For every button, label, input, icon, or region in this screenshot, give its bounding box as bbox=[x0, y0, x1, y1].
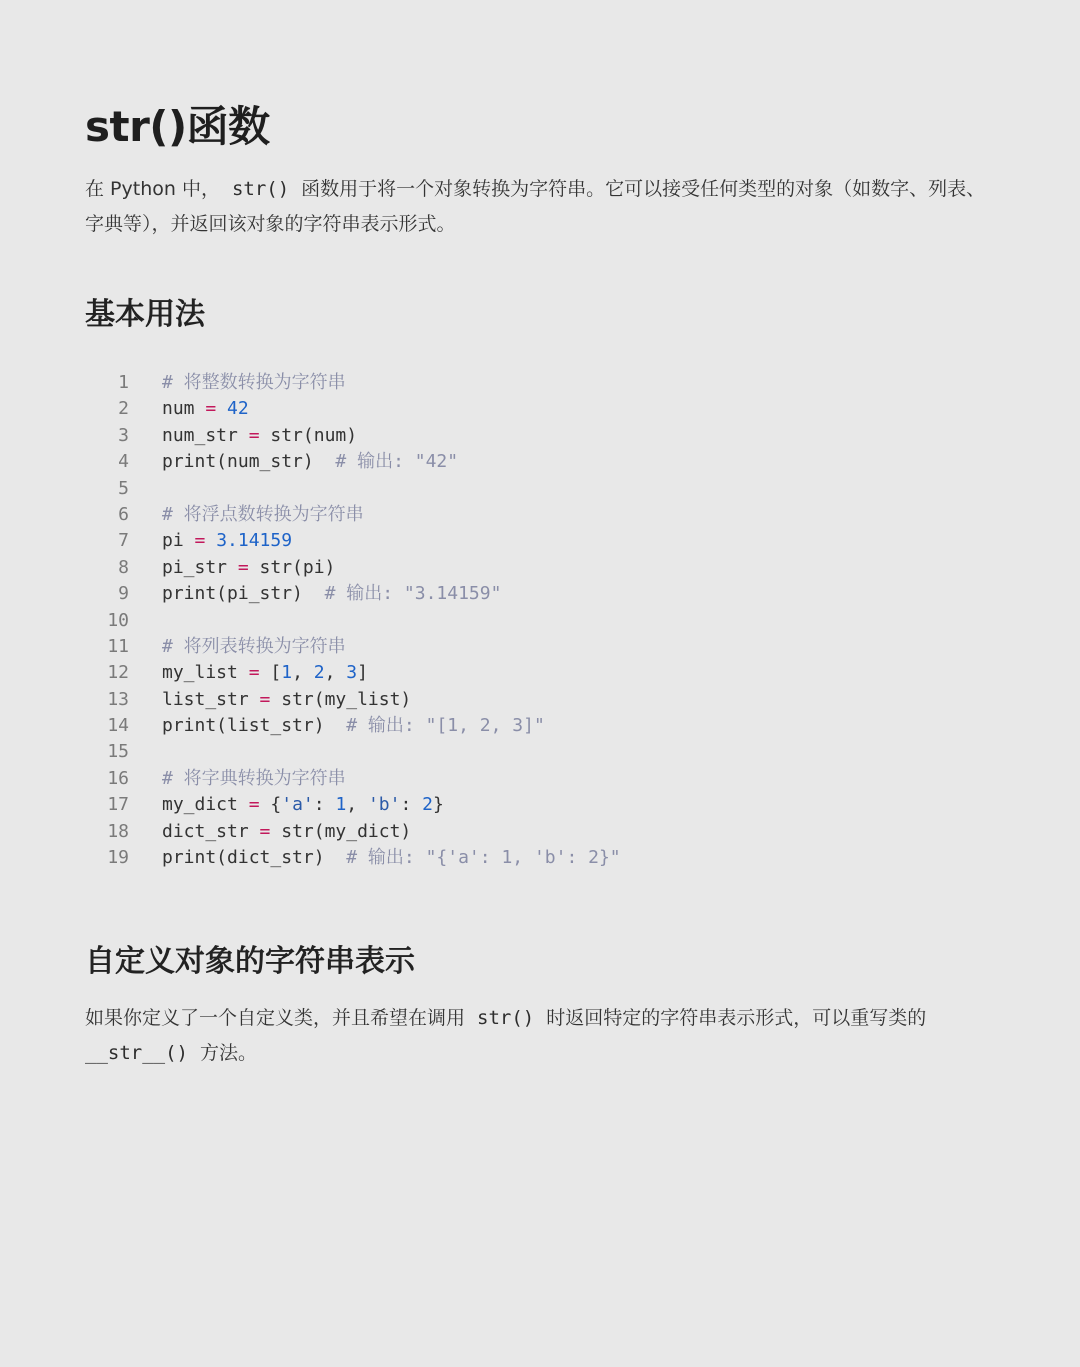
code-line bbox=[85, 502, 995, 528]
code-line bbox=[85, 660, 995, 686]
code-token: str(num) bbox=[259, 424, 358, 446]
code-block bbox=[85, 370, 995, 871]
inline-code-dunder-str: __str__() bbox=[85, 1042, 188, 1064]
code-line bbox=[85, 819, 995, 845]
code-token: # 输出: "{'a': 1, 'b': 2}" bbox=[346, 847, 621, 869]
code-token: # 输出: "[1, 2, 3]" bbox=[346, 715, 545, 737]
code-token: # 将列表转换为字符串 bbox=[162, 635, 346, 657]
code-token: : bbox=[313, 794, 336, 816]
code-source bbox=[162, 502, 364, 528]
code-token: # 将整数转换为字符串 bbox=[162, 372, 346, 393]
code-token: list_str bbox=[162, 688, 260, 710]
code-token: 1 bbox=[281, 662, 293, 684]
code-token: 1 bbox=[335, 794, 347, 816]
code-token: my_list bbox=[162, 662, 249, 684]
line-number: 19 bbox=[107, 847, 129, 869]
code-token: = bbox=[248, 424, 260, 446]
line-number: 4 bbox=[118, 451, 129, 473]
code-token: 42 bbox=[227, 398, 249, 420]
code-token: { bbox=[259, 794, 282, 816]
custom-text-after: 方法。 bbox=[199, 1042, 257, 1064]
line-number: 7 bbox=[118, 530, 129, 552]
code-token: ] bbox=[357, 662, 368, 684]
code-token: = bbox=[194, 530, 206, 552]
code-token: 'a' bbox=[281, 794, 314, 816]
line-number: 2 bbox=[118, 398, 129, 420]
line-number: 12 bbox=[107, 662, 129, 684]
code-line bbox=[85, 687, 995, 713]
code-source bbox=[162, 449, 458, 475]
custom-text-before: 如果你定义了一个自定义类，并且希望在调用 bbox=[85, 1007, 466, 1029]
line-number: 1 bbox=[118, 372, 129, 393]
code-token: # 将字典转换为字符串 bbox=[162, 767, 346, 789]
code-token: # 将浮点数转换为字符串 bbox=[162, 503, 364, 525]
code-line bbox=[85, 739, 995, 765]
code-line bbox=[85, 766, 995, 792]
code-token: = bbox=[205, 398, 217, 420]
code-source bbox=[162, 660, 368, 686]
code-token: = bbox=[237, 556, 249, 578]
code-line bbox=[85, 713, 995, 739]
line-number: 14 bbox=[107, 715, 129, 737]
code-line bbox=[85, 396, 995, 422]
code-line bbox=[85, 581, 995, 607]
page-title: str()函数 bbox=[85, 102, 270, 151]
code-source bbox=[162, 423, 357, 449]
code-line bbox=[85, 792, 995, 818]
code-line bbox=[85, 845, 995, 871]
code-token: print(num_str) bbox=[162, 451, 336, 473]
intro-text-before: 在 Python 中， bbox=[85, 178, 220, 200]
code-token: str(my_list) bbox=[270, 688, 412, 710]
code-line bbox=[85, 370, 995, 396]
line-number: 3 bbox=[118, 424, 129, 446]
intro-text-after: 函数用于将一个对象转换为字符串。它可以接受任何类型的对象（如数字、列表、字典等），并返回该对象的字符串表示形式。 bbox=[85, 178, 986, 235]
line-number: 5 bbox=[118, 477, 129, 499]
code-token bbox=[205, 530, 216, 551]
section-heading-basic-usage: 基本用法 bbox=[85, 297, 205, 332]
intro-paragraph bbox=[85, 172, 990, 242]
line-number: 13 bbox=[107, 688, 129, 710]
code-token: # 输出: "3.14159" bbox=[324, 583, 502, 605]
code-token: print(list_str) bbox=[162, 715, 347, 737]
code-source bbox=[162, 845, 621, 871]
code-token: 'b' bbox=[367, 794, 401, 816]
code-token bbox=[216, 398, 227, 419]
code-line bbox=[85, 449, 995, 475]
line-number: 9 bbox=[118, 583, 129, 605]
code-token: dict_str bbox=[162, 820, 260, 842]
code-line bbox=[85, 634, 995, 660]
custom-paragraph bbox=[85, 1001, 990, 1071]
line-number: 17 bbox=[107, 794, 129, 816]
code-source bbox=[162, 396, 249, 422]
code-source bbox=[162, 713, 545, 739]
code-source bbox=[162, 555, 335, 581]
line-number: 18 bbox=[107, 820, 129, 842]
code-token: my_dict bbox=[162, 794, 249, 816]
code-line bbox=[85, 423, 995, 449]
section-heading-custom-repr: 自定义对象的字符串表示 bbox=[85, 944, 415, 979]
code-token: , bbox=[292, 662, 314, 684]
code-source bbox=[162, 687, 411, 713]
code-token: [ bbox=[259, 662, 282, 684]
code-line bbox=[85, 608, 995, 634]
custom-text-middle: 时返回特定的字符串表示形式，可以重写类的 bbox=[546, 1007, 927, 1029]
code-line bbox=[85, 555, 995, 581]
line-number: 10 bbox=[107, 609, 129, 631]
code-source bbox=[162, 634, 346, 660]
code-line bbox=[85, 476, 995, 502]
code-token: print(pi_str) bbox=[162, 583, 325, 605]
line-number: 8 bbox=[118, 556, 129, 578]
code-source bbox=[162, 581, 501, 607]
line-number: 15 bbox=[107, 741, 129, 763]
code-token: print(dict_str) bbox=[162, 847, 347, 869]
inline-code-str: str() bbox=[231, 178, 290, 200]
code-source bbox=[162, 766, 346, 792]
code-token: = bbox=[259, 820, 271, 842]
code-source bbox=[162, 792, 444, 818]
code-token: # 输出: "42" bbox=[335, 451, 459, 473]
line-number: 16 bbox=[107, 767, 129, 789]
code-token: = bbox=[259, 688, 271, 710]
code-source bbox=[162, 819, 411, 845]
code-token: num bbox=[162, 398, 206, 420]
inline-code-str: str() bbox=[477, 1007, 535, 1029]
code-token: , bbox=[346, 794, 368, 816]
code-token: 3 bbox=[346, 662, 358, 684]
code-token: } bbox=[433, 794, 444, 816]
code-token: = bbox=[248, 662, 260, 684]
code-token: pi_str bbox=[162, 556, 238, 578]
code-token: pi bbox=[162, 530, 195, 552]
code-token: 2 bbox=[422, 794, 434, 816]
line-number: 6 bbox=[118, 503, 129, 525]
code-token: num_str bbox=[162, 424, 249, 446]
code-token: 3.14159 bbox=[216, 530, 293, 552]
code-token: str(pi) bbox=[248, 556, 336, 578]
code-token: = bbox=[248, 794, 260, 816]
code-token: str(my_dict) bbox=[270, 820, 412, 842]
code-source bbox=[162, 528, 292, 554]
line-number: 11 bbox=[107, 635, 129, 657]
code-token: : bbox=[400, 794, 423, 816]
code-token: , bbox=[324, 662, 347, 684]
code-token: 2 bbox=[313, 662, 325, 684]
code-line bbox=[85, 528, 995, 554]
code-source bbox=[162, 370, 346, 396]
